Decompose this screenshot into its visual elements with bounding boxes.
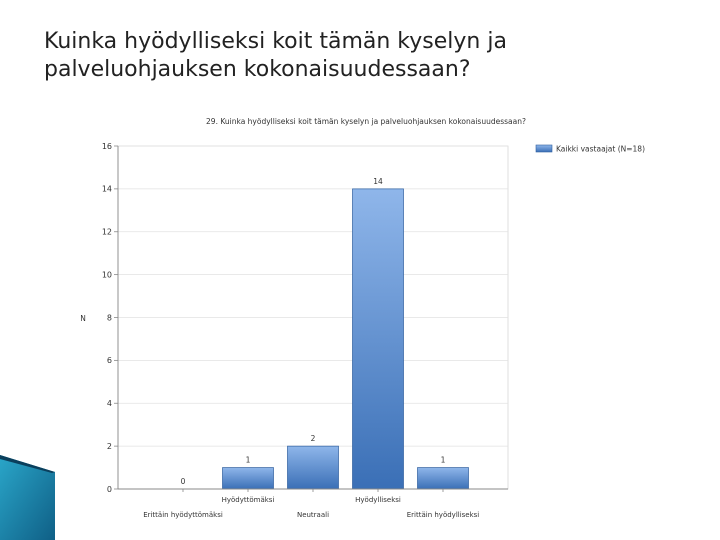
- y-tick-label: 8: [106, 313, 112, 323]
- data-label: 1: [440, 455, 446, 465]
- x-tick-label: Erittäin hyödyttömäksi: [143, 511, 223, 519]
- bar: [353, 189, 404, 489]
- x-tick-label: Hyödylliseksi: [355, 496, 401, 504]
- bar: [288, 446, 339, 489]
- data-label: 14: [373, 176, 383, 186]
- legend: [536, 145, 645, 154]
- legend-swatch: [536, 145, 552, 152]
- legend-label: Kaikki vastaajat (N=18): [556, 144, 645, 154]
- data-label: 1: [245, 455, 251, 465]
- y-tick-label: 0: [106, 484, 112, 494]
- y-axis-label: N: [80, 314, 86, 323]
- y-tick-label: 6: [106, 356, 112, 366]
- slide-title: Kuinka hyödylliseksi koit tämän kyselyn ja palveluohjauksen kokonaisuudessaan?: [44, 29, 507, 82]
- y-tick-label: 4: [106, 399, 112, 409]
- x-tick-label: Erittäin hyödylliseksi: [406, 511, 480, 519]
- chart-title: 29. Kuinka hyödylliseksi koit tämän kyselyn ja palveluohjauksen kokonaisuudessaan?: [206, 117, 526, 126]
- y-tick-label: 12: [101, 227, 112, 237]
- x-tick-label: Hyödyttömäksi: [221, 496, 275, 504]
- y-tick-label: 14: [101, 184, 112, 194]
- y-tick-label: 10: [101, 270, 112, 280]
- y-tick-label: 16: [101, 141, 112, 151]
- bar: [223, 468, 274, 489]
- data-label: 2: [310, 434, 316, 444]
- bar: [418, 468, 469, 489]
- data-label: 0: [180, 477, 186, 486]
- x-tick-label: Neutraali: [296, 511, 330, 519]
- y-tick-label: 2: [106, 441, 112, 451]
